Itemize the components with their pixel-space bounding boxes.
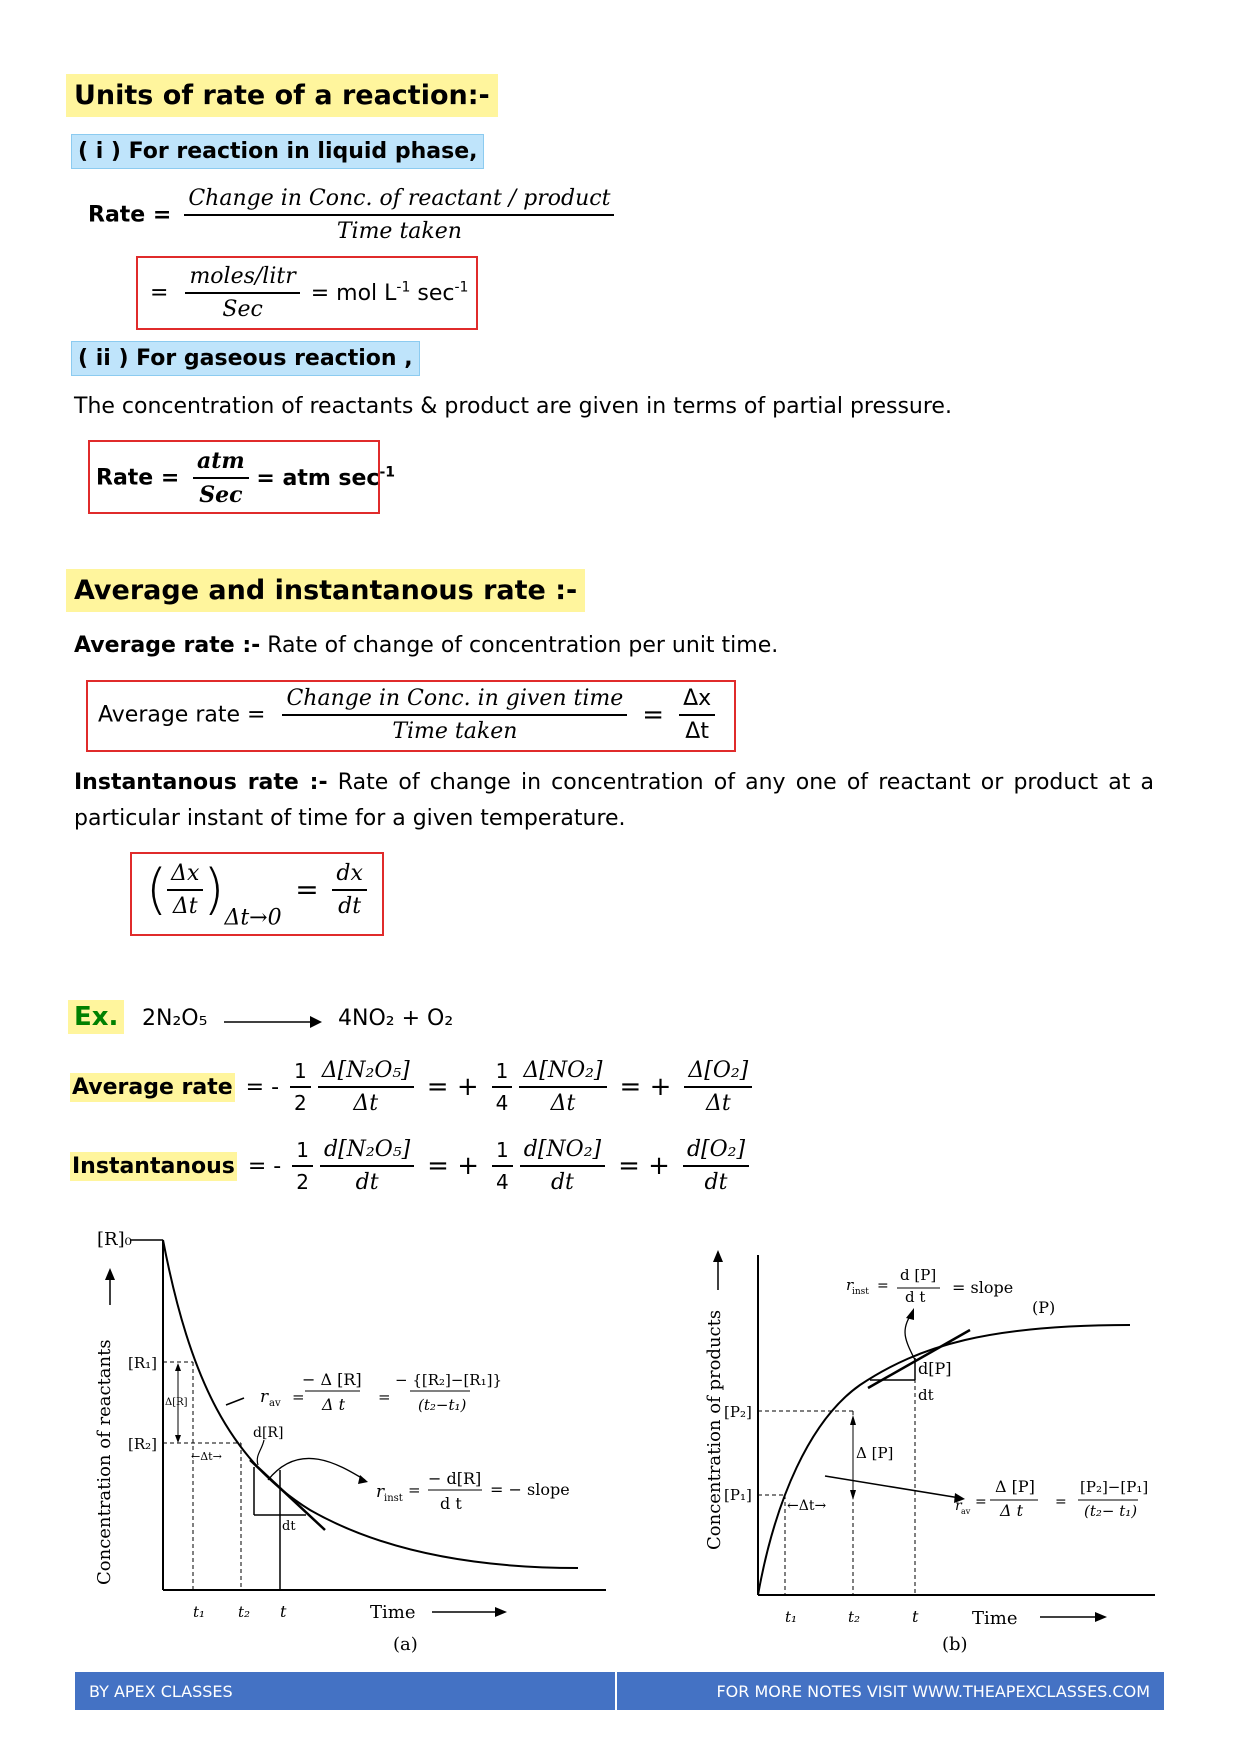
rinst-eq: = [877, 1278, 889, 1294]
avg-term1-den: Δt [353, 1091, 379, 1116]
label-t1: t₁ [785, 1608, 798, 1626]
units-result-text: = mol L [310, 281, 397, 307]
section-heading-avg-inst: Average and instantanous rate :- [66, 569, 585, 612]
rav-numerator: Δ [P] [995, 1477, 1035, 1496]
rav-eq: = [292, 1388, 305, 1406]
product: 4NO₂ + O₂ [338, 1006, 454, 1031]
rhs-numerator: dx [332, 861, 367, 891]
rinst-symbol: r [376, 1482, 385, 1502]
graph-a-reactants [80, 1215, 620, 1665]
label-t: t [280, 1602, 287, 1621]
eq-minus: = - [245, 1074, 280, 1100]
half-den: 2 [294, 1091, 307, 1115]
eq-plus: = + [426, 1072, 479, 1102]
rinst-denominator: d t [905, 1288, 926, 1306]
rinst-symbol: r [846, 1276, 854, 1294]
gas-fraction [193, 448, 249, 508]
example-label: Ex. [68, 1000, 124, 1034]
average-rate-formula-label: Average rate = [98, 702, 266, 728]
gas-rate-label: Rate = [96, 465, 180, 491]
equals-sign: = [642, 700, 665, 730]
example-average-rate [70, 1058, 752, 1116]
dx-dt-fraction [679, 686, 715, 744]
eq-plus: = + [427, 1151, 480, 1181]
avg-term2 [519, 1058, 606, 1116]
label-t2: t₂ [848, 1608, 861, 1626]
units-box-liquid [136, 256, 478, 330]
units-box-gas [88, 440, 396, 514]
slope-label: = − slope [490, 1480, 570, 1499]
inst-term1 [320, 1137, 414, 1195]
instantaneous-rate-desc: Rate of change in concentration of any one of reactant or product at a particular instant of time for a given temperature. [74, 770, 1155, 831]
units-denominator: Sec [222, 297, 263, 322]
label-delta-t-small: ←Δt→ [191, 1450, 222, 1463]
instantaneous-rate-definition [74, 765, 1154, 837]
average-rate-fraction [282, 686, 627, 744]
avg-term1-num: Δ[N₂O₅] [318, 1058, 414, 1088]
subheading-liquid-phase: ( i ) For reaction in liquid phase, [71, 134, 484, 169]
graph-b-ylabel: Concentration of products [704, 1309, 725, 1550]
units-sec: sec [410, 281, 455, 307]
rav-numerator2: [P₂]−[P₁] [1080, 1478, 1149, 1496]
units-exp1: -1 [396, 279, 411, 296]
label-dt: dt [918, 1386, 934, 1404]
rav-symbol: r [955, 1498, 962, 1514]
equals-sign: = [295, 873, 319, 906]
rinst-subscript: inst [852, 1287, 869, 1297]
lhs-denominator: Δt [172, 893, 198, 919]
eq-minus: = - [247, 1153, 282, 1179]
left-paren: ( [146, 858, 168, 921]
example-instantaneous-label: Instantanous [72, 1153, 235, 1179]
average-rate-denominator: Time taken [392, 719, 518, 744]
inst-term3-num: d[O₂] [683, 1137, 749, 1167]
half-num: 1 [290, 1059, 311, 1088]
rav-denominator: Δ t [1000, 1501, 1024, 1520]
subheading-gaseous: ( ii ) For gaseous reaction , [71, 341, 420, 376]
rate-denominator: Time taken [336, 219, 462, 244]
instantaneous-rate-label: Instantanous rate :- [74, 770, 328, 795]
label-r2: [R₂] [128, 1435, 158, 1453]
half-num: 1 [292, 1138, 313, 1167]
units-fraction [185, 264, 299, 322]
label-dP: d[P] [918, 1359, 952, 1378]
label-p2: [P₂] [724, 1403, 752, 1421]
units-numerator: moles/litr [185, 264, 299, 294]
label-t2: t₂ [238, 1603, 251, 1621]
average-rate-desc: Rate of change of concentration per unit time. [260, 633, 779, 658]
lhs-fraction [167, 861, 203, 919]
graph-a-ylabel: Concentration of reactants [94, 1339, 115, 1585]
footer-right-link[interactable]: FOR MORE NOTES VISIT WWW.THEAPEXCLASSES.COM [716, 1682, 1150, 1701]
label-dt: dt [282, 1519, 296, 1534]
instantaneous-rate-box [130, 852, 384, 936]
rinst-subscript: inst [384, 1493, 403, 1504]
inst-term2 [520, 1137, 605, 1195]
gas-exp: -1 [379, 464, 396, 481]
label-delta-p: Δ [P] [856, 1444, 894, 1462]
avg-term3-den: Δt [705, 1091, 731, 1116]
half-fraction [290, 1059, 311, 1115]
rav-subscript: av [961, 1507, 971, 1516]
avg-term1 [318, 1058, 414, 1116]
label-delta-t: ←Δt→ [787, 1498, 827, 1514]
label-dR: d[R] [253, 1425, 284, 1441]
equals-sign: = [150, 280, 169, 306]
instantaneous-formula [146, 858, 367, 931]
label-p1: [P₁] [724, 1486, 752, 1504]
lhs-numerator: Δx [167, 861, 203, 891]
dx: Δx [679, 686, 715, 716]
quarter-den: 4 [495, 1091, 509, 1115]
rhs-denominator: dt [338, 893, 362, 919]
footer-divider [615, 1672, 617, 1710]
footer-left: BY APEX CLASSES [89, 1682, 233, 1701]
avg-term3 [684, 1058, 752, 1116]
quarter-fraction [492, 1138, 513, 1194]
rav-denominator2: (t₂−t₁) [418, 1396, 467, 1414]
label-r1: [R₁] [128, 1354, 158, 1372]
graph-b-caption: (b) [942, 1634, 968, 1655]
rav-denominator: Δ t [322, 1395, 346, 1414]
quarter-num: 1 [492, 1059, 513, 1088]
rav-eq2: = [378, 1388, 391, 1406]
reaction-arrow [224, 1012, 324, 1032]
dt: Δt [685, 719, 709, 744]
average-rate-box [86, 680, 736, 752]
slope-label: = slope [952, 1278, 1014, 1297]
gas-denominator: Sec [199, 482, 243, 508]
units-formula [150, 264, 468, 322]
section-heading-units: Units of rate of a reaction:- [66, 74, 498, 117]
gas-result [256, 466, 395, 491]
graph-a-xlabel: Time [370, 1602, 416, 1623]
average-rate-label: Average rate :- [74, 633, 261, 658]
label-delta-r-small: Δ[R] [165, 1397, 188, 1408]
quarter-num: 1 [492, 1138, 513, 1167]
inst-term1-num: d[N₂O₅] [320, 1137, 414, 1167]
rav-numerator: − Δ [R] [302, 1370, 362, 1389]
rav-numerator2: − {[R₂]−[R₁]} [395, 1371, 503, 1389]
half-fraction [292, 1138, 313, 1194]
label-t1: t₁ [193, 1603, 206, 1621]
rate-numerator: Change in Conc. of reactant / product [184, 186, 614, 216]
eq-plus: = + [619, 1072, 672, 1102]
gas-result-text: = atm sec [256, 466, 380, 492]
rav-eq: = [975, 1494, 987, 1510]
inst-term1-den: dt [355, 1170, 379, 1195]
reactant: 2N₂O₅ [142, 1006, 208, 1031]
rate-formula-liquid [88, 186, 614, 244]
rinst-numerator: d [P] [900, 1266, 937, 1284]
average-rate-definition [74, 633, 778, 658]
rav-eq2: = [1055, 1494, 1067, 1510]
label-t: t [912, 1607, 919, 1626]
rinst-eq: = [408, 1481, 421, 1499]
avg-term3-num: Δ[O₂] [684, 1058, 752, 1088]
example-instantaneous-rate [70, 1137, 749, 1195]
rhs-fraction [332, 861, 367, 919]
graph-b-xlabel: Time [972, 1608, 1018, 1629]
quarter-fraction [492, 1059, 513, 1115]
rav-symbol: r [260, 1387, 269, 1407]
rav-denominator2: (t₂− t₁) [1084, 1502, 1138, 1520]
avg-term2-den: Δt [550, 1091, 576, 1116]
example-average-label: Average rate [72, 1074, 233, 1100]
inst-term2-den: dt [550, 1170, 574, 1195]
gas-description: The concentration of reactants & product are given in terms of partial pressure. [74, 394, 952, 419]
right-paren: ) [203, 858, 225, 921]
half-den: 2 [296, 1170, 309, 1194]
rinst-numerator: − d[R] [428, 1469, 482, 1488]
units-exp2: -1 [454, 279, 469, 296]
rate-fraction [184, 186, 614, 244]
average-rate-numerator: Change in Conc. in given time [282, 686, 627, 716]
label-curve-p: (P) [1032, 1298, 1056, 1317]
rav-subscript: av [269, 1398, 281, 1409]
graph-b-products [700, 1240, 1170, 1665]
units-result [311, 281, 469, 306]
rinst-denominator: d t [440, 1494, 462, 1513]
page-footer [75, 1672, 1164, 1710]
avg-term2-num: Δ[NO₂] [519, 1058, 606, 1088]
gas-numerator: atm [193, 448, 249, 479]
limit-subscript: Δt→0 [224, 905, 282, 931]
average-rate-formula [98, 686, 715, 744]
inst-term3 [683, 1137, 749, 1195]
label-r0: [R]₀ [97, 1229, 132, 1250]
inst-term2-num: d[NO₂] [520, 1137, 605, 1167]
graph-a-caption: (a) [393, 1634, 418, 1655]
gas-rate-formula [96, 448, 395, 508]
graph-a-decay-curve [163, 1240, 578, 1568]
inst-term3-den: dt [704, 1170, 728, 1195]
eq-plus: = + [618, 1151, 670, 1181]
rate-label: Rate = [88, 202, 172, 228]
quarter-den: 4 [496, 1170, 509, 1194]
